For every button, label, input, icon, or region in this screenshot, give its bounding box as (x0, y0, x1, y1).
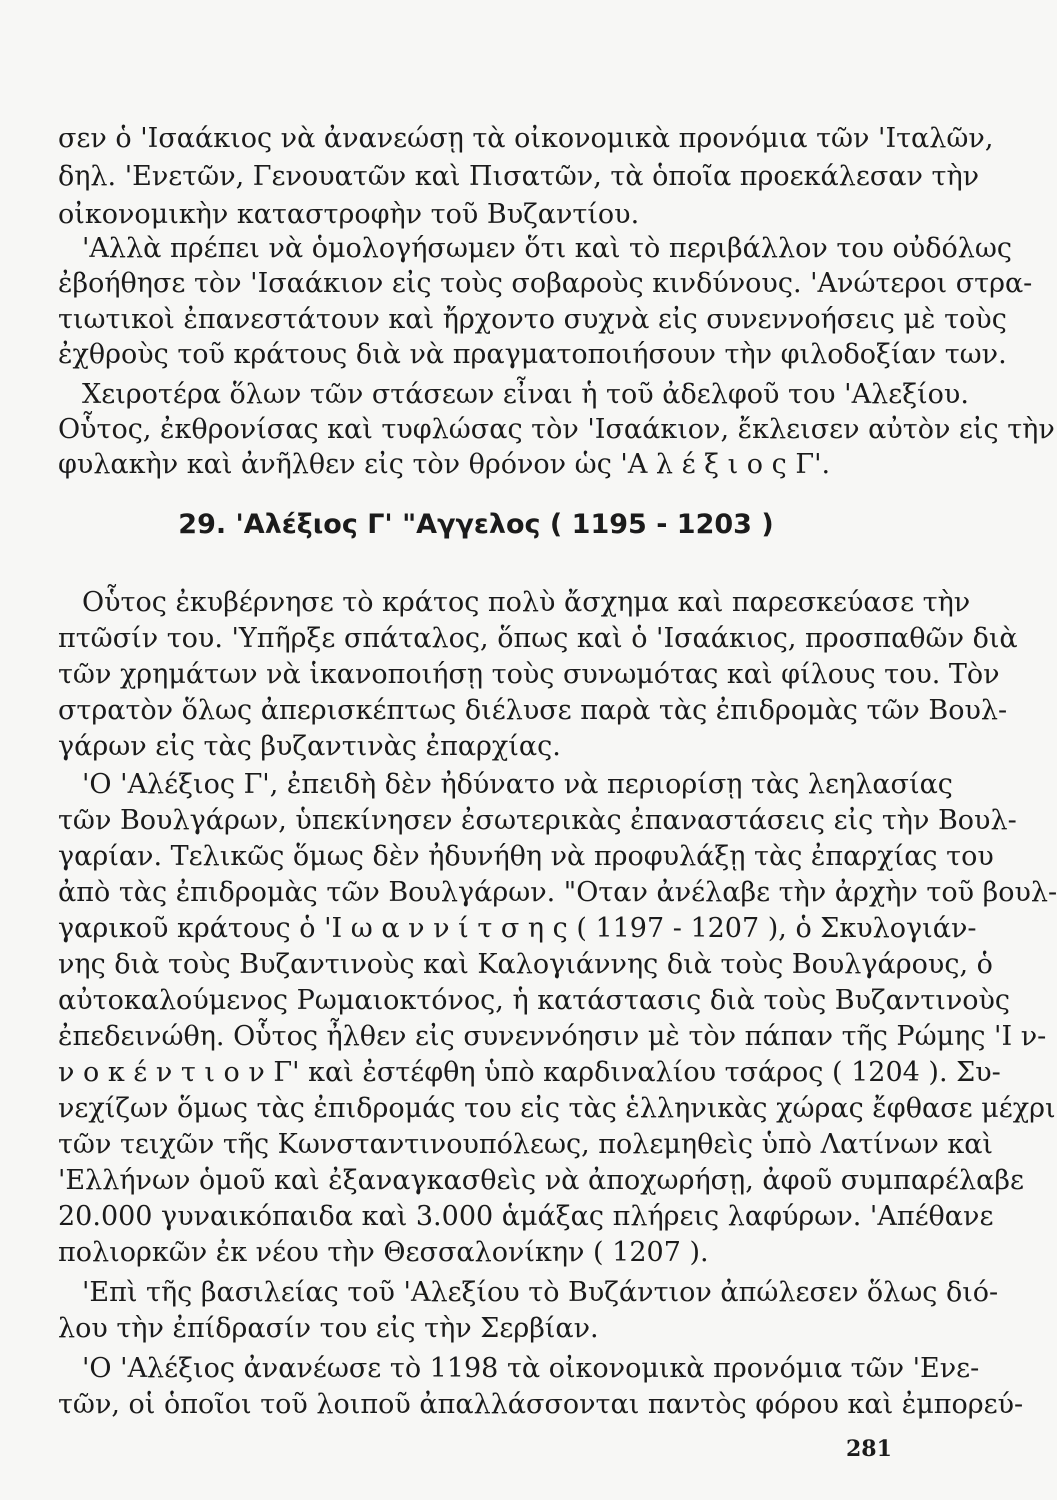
text-line: 'Ο 'Αλέξιος Γ', ἐπειδὴ δὲν ἠδύνατο νὰ περιορίσῃ τὰς λεηλασίας (82, 769, 953, 800)
text-line: φυλακὴν καὶ ἀνῆλθεν εἰς τὸν θρόνον ὡς 'Α λ έ ξ ι ο ς Γ'. (58, 449, 831, 480)
text-line: Οὗτος ἐκυβέρνησε τὸ κράτος πολὺ ἄσχημα καὶ παρεσκεύασε τὴν (82, 587, 971, 618)
text-line: ν ο κ έ ν τ ι ο ν Γ' καὶ ἐστέφθη ὑπὸ καρδιναλίου τσάρος ( 1204 ). Συ- (58, 1057, 1001, 1088)
text-line: οἰκονομικὴν καταστροφὴν τοῦ Βυζαντίου. (58, 199, 640, 230)
text-line: λου τὴν ἐπίδρασίν του εἰς τὴν Σερβίαν. (58, 1313, 599, 1344)
book-page (58, 0, 1057, 1500)
text-line: ἀπὸ τὰς ἐπιδρομὰς τῶν Βουλγάρων. "Οταν ἀνέλαβε τὴν ἀρχὴν τοῦ βουλ- (58, 877, 1057, 908)
text-line: γαρικοῦ κράτους ὁ 'Ι ω α ν ν ί τ σ η ς ( 1197 - 1207 ), ὁ Σκυλογιάν- (58, 913, 977, 944)
text-line: τῶν τειχῶν τῆς Κωνσταντινουπόλεως, πολεμηθεὶς ὑπὸ Λατίνων καὶ (58, 1129, 994, 1160)
text-line: στρατὸν ὅλως ἀπερισκέπτως διέλυσε παρὰ τὰς ἐπιδρομὰς τῶν Βουλ- (58, 695, 1008, 726)
text-line: δηλ. 'Ενετῶν, Γενουατῶν καὶ Πισατῶν, τὰ ὁποῖα προεκάλεσαν τὴν (58, 161, 980, 192)
text-line: νεχίζων ὅμως τὰς ἐπιδρομάς του εἰς τὰς ἑλληνικὰς χώρας ἔφθασε μέχρι (58, 1093, 1056, 1124)
text-line: νης διὰ τοὺς Βυζαντινοὺς καὶ Καλογιάννης διὰ τοὺς Βουλγάρους, ὁ (58, 949, 993, 980)
section-heading: 29. 'Αλέξιος Γ' "Αγγελος ( 1195 - 1203 ) (178, 509, 774, 540)
text-line: 'Ο 'Αλέξιος ἀνανέωσε τὸ 1198 τὰ οἰκονομικὰ προνόμια τῶν 'Ενε- (82, 1353, 980, 1384)
text-line: πολιορκῶν ἐκ νέου τὴν Θεσσαλονίκην ( 1207 ). (58, 1237, 709, 1268)
text-line: Οὗτος, ἐκθρονίσας καὶ τυφλώσας τὸν 'Ισαάκιον, ἔκλεισεν αὐτὸν εἰς τὴν (58, 414, 1055, 445)
text-line: ἐχθροὺς τοῦ κράτους διὰ νὰ πραγματοποιήσουν τὴν φιλοδοξίαν των. (58, 339, 1007, 370)
text-line: τῶν χρημάτων νὰ ἱκανοποιήσῃ τοὺς συνωμότας καὶ φίλους του. Τὸν (58, 659, 1000, 690)
text-line: σεν ὁ 'Ισαάκιος νὰ ἀνανεώσῃ τὰ οἰκονομικὰ προνόμια τῶν 'Ιταλῶν, (58, 123, 994, 154)
text-line: γαρίαν. Τελικῶς ὅμως δὲν ἠδυνήθη νὰ προφυλάξῃ τὰς ἐπαρχίας του (58, 841, 994, 872)
text-line: 'Επὶ τῆς βασιλείας τοῦ 'Αλεξίου τὸ Βυζάντιον ἀπώλεσεν ὅλως διό- (82, 1277, 999, 1308)
text-line: τιωτικοὶ ἐπανεστάτουν καὶ ἤρχοντο συχνὰ εἰς συνεννοήσεις μὲ τοὺς (58, 304, 1007, 335)
text-line: 20.000 γυναικόπαιδα καὶ 3.000 ἁμάξας πλήρεις λαφύρων. 'Απέθανε (58, 1201, 994, 1232)
text-line: γάρων εἰς τὰς βυζαντινὰς ἐπαρχίας. (58, 731, 561, 762)
text-line: πτῶσίν του. 'Υπῆρξε σπάταλος, ὅπως καὶ ὁ 'Ισαάκιος, προσπαθῶν διὰ (58, 623, 1018, 654)
text-line: ἐβοήθησε τὸν 'Ισαάκιον εἰς τοὺς σοβαροὺς κινδύνους. 'Ανώτεροι στρα- (58, 268, 1033, 299)
text-line: 'Ελλήνων ὁμοῦ καὶ ἐξαναγκασθεὶς νὰ ἀποχωρήσῃ, ἀφοῦ συμπαρέλαβε (58, 1165, 1024, 1196)
text-line: 'Αλλὰ πρέπει νὰ ὁμολογήσωμεν ὅτι καὶ τὸ περιβάλλον του οὐδόλως (82, 233, 1012, 264)
text-line: τῶν Βουλγάρων, ὑπεκίνησεν ἐσωτερικὰς ἐπαναστάσεις εἰς τὴν Βουλ- (58, 805, 1017, 836)
page-number: 281 (846, 1436, 892, 1462)
text-line: Χειροτέρα ὅλων τῶν στάσεων εἶναι ἡ τοῦ ἀδελφοῦ του 'Αλεξίου. (82, 379, 969, 410)
text-line: τῶν, οἱ ὁποῖοι τοῦ λοιποῦ ἀπαλλάσσονται παντὸς φόρου καὶ ἐμπορεύ- (58, 1389, 1024, 1420)
text-line: αὐτοκαλούμενος Ρωμαιοκτόνος, ἡ κατάστασις διὰ τοὺς Βυζαντινοὺς (58, 985, 1011, 1016)
text-line: ἐπεδεινώθη. Οὗτος ἦλθεν εἰς συνεννόησιν μὲ τὸν πάπαν τῆς Ρώμης 'Ι ν- (58, 1021, 1047, 1052)
